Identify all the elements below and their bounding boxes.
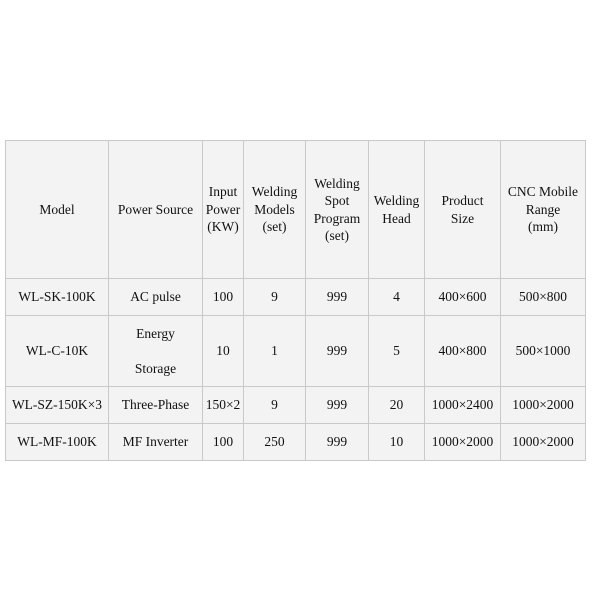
header-cnc-mobile-range: CNC Mobile Range (mm) bbox=[501, 141, 586, 279]
cell-input-power: 100 bbox=[203, 279, 244, 316]
cell-cnc-mobile-range: 1000×2000 bbox=[501, 424, 586, 461]
cell-power-source: MF Inverter bbox=[109, 424, 203, 461]
cell-input-power: 100 bbox=[203, 424, 244, 461]
header-input-power: Input Power (KW) bbox=[203, 141, 244, 279]
cell-welding-models: 9 bbox=[244, 387, 306, 424]
spec-table bbox=[5, 140, 586, 461]
cell-model: WL-SZ-150K×3 bbox=[6, 387, 109, 424]
cell-welding-head: 5 bbox=[369, 316, 425, 387]
cell-welding-head: 4 bbox=[369, 279, 425, 316]
cell-input-power: 10 bbox=[203, 316, 244, 387]
cell-power-source: AC pulse bbox=[109, 279, 203, 316]
cell-power-source: Three-Phase bbox=[109, 387, 203, 424]
cell-welding-head: 20 bbox=[369, 387, 425, 424]
header-model: Model bbox=[6, 141, 109, 279]
cell-cnc-mobile-range: 500×800 bbox=[501, 279, 586, 316]
cell-welding-spot-program: 999 bbox=[306, 279, 369, 316]
cell-cnc-mobile-range: 1000×2000 bbox=[501, 387, 586, 424]
cell-input-power: 150×2 bbox=[203, 387, 244, 424]
cell-welding-spot-program: 999 bbox=[306, 387, 369, 424]
cell-welding-spot-program: 999 bbox=[306, 424, 369, 461]
table-row bbox=[6, 424, 586, 461]
cell-welding-spot-program: 999 bbox=[306, 316, 369, 387]
table-row bbox=[6, 387, 586, 424]
header-power-source: Power Source bbox=[109, 141, 203, 279]
cell-product-size: 1000×2400 bbox=[425, 387, 501, 424]
cell-welding-models: 1 bbox=[244, 316, 306, 387]
header-product-size: Product Size bbox=[425, 141, 501, 279]
cell-welding-models: 250 bbox=[244, 424, 306, 461]
cell-product-size: 400×600 bbox=[425, 279, 501, 316]
cell-model: WL-MF-100K bbox=[6, 424, 109, 461]
cell-model: WL-C-10K bbox=[6, 316, 109, 387]
cell-welding-head: 10 bbox=[369, 424, 425, 461]
cell-power-source: Energy Storage bbox=[109, 316, 203, 387]
header-row bbox=[6, 141, 586, 279]
header-welding-spot-program: Welding Spot Program (set) bbox=[306, 141, 369, 279]
header-welding-models: Welding Models (set) bbox=[244, 141, 306, 279]
cell-product-size: 400×800 bbox=[425, 316, 501, 387]
table-row bbox=[6, 279, 586, 316]
cell-product-size: 1000×2000 bbox=[425, 424, 501, 461]
cell-cnc-mobile-range: 500×1000 bbox=[501, 316, 586, 387]
table-row bbox=[6, 316, 586, 387]
cell-model: WL-SK-100K bbox=[6, 279, 109, 316]
cell-welding-models: 9 bbox=[244, 279, 306, 316]
header-welding-head: Welding Head bbox=[369, 141, 425, 279]
